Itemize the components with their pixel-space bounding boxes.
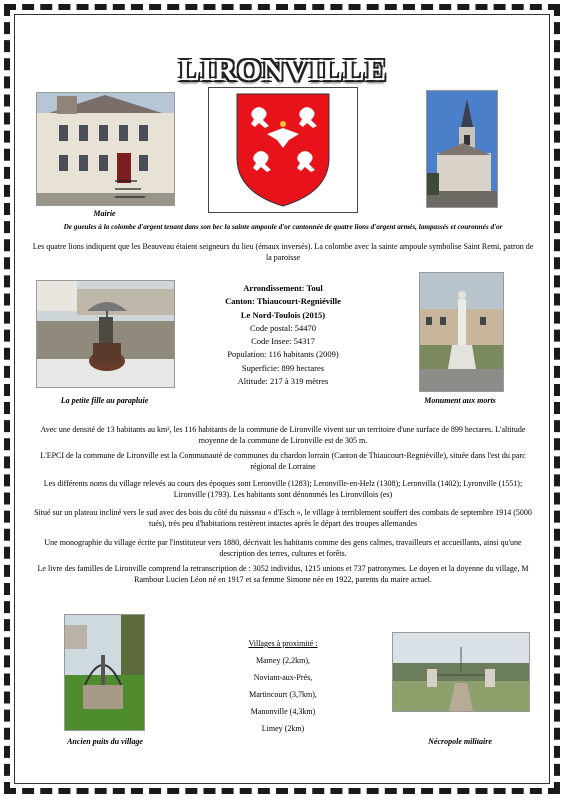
military-necropolis-photo xyxy=(392,632,530,712)
nearby-villages-heading: Villages à proximité : xyxy=(248,639,318,648)
paragraph-families: Le livre des familles de Lironville comprend la retranscription de : 3052 individus, 1215 unions et 737 patronymes. Le doyen et la doyenne du village, M Rambour Lucien Léon né en 1917 et sa femme Simone née en 1922, parents du maire actuel. xyxy=(37,564,529,584)
info-population: Population: 116 habitants (2009) xyxy=(227,349,339,360)
nearby-village-item: Manonville (4,3km) xyxy=(250,707,316,716)
commune-info xyxy=(185,282,381,388)
umbrella-girl-caption: La petite fille au parapluie xyxy=(60,396,149,405)
info-code-insee: Code Insee: 54317 xyxy=(251,336,315,347)
nearby-village-item: Mamey (2,2km), xyxy=(256,656,310,665)
nearby-village-item: Limey (2km) xyxy=(261,724,305,733)
shield-icon xyxy=(209,88,357,212)
paragraph-epci: L'EPCI de la commune de Lironville est la Communauté de communes du chardon lorrain (Canton de Thiaucourt-Regniéville), située dans l'est du parc régional de Lorraine xyxy=(40,451,526,471)
mairie-photo xyxy=(36,92,175,206)
info-canton: Canton: Thiaucourt-Regniéville xyxy=(225,296,341,307)
nearby-village-item: Noviant-aux-Prés, xyxy=(253,673,313,682)
war-memorial-photo xyxy=(419,272,504,392)
info-nord-toulois: Le Nord-Toulois (2015) xyxy=(240,309,326,320)
old-well-photo xyxy=(64,614,145,731)
blazon-note: Les quatre lions indiquent que les Beauveau étaient seigneurs du lieu (émaux inversés). La colombe avec la sainte ampoule symbolise Saint Remi, patron de la paroisse xyxy=(32,242,534,262)
mairie-caption: Mairie xyxy=(93,209,116,218)
church-photo xyxy=(426,90,498,208)
info-code-postal: Code postal: 54470 xyxy=(249,322,317,333)
info-altitude: Altitude: 217 à 319 mètres xyxy=(237,376,329,387)
page-title: LIRONVILLE xyxy=(178,52,388,87)
old-well-caption: Ancien puits du village xyxy=(67,737,143,746)
info-arrondissement: Arrondissement: Toul xyxy=(243,283,323,293)
paragraph-density: Avec une densité de 13 habitants au km², les 116 habitants de la commune de Lironville vivent sur un territoire d'une surface de 899 hectares. L'altitude moyenne de la commune de Lironville est de 305 m. xyxy=(40,425,526,445)
military-necropolis-caption: Nécropole militaire xyxy=(428,737,492,746)
nearby-village-item: Martincourt (3,7km), xyxy=(249,690,317,699)
war-memorial-caption: Monument aux morts xyxy=(424,396,496,405)
paragraph-monograph: Une monographie du village écrite par l'instituteur vers 1880, décrivait les habitants comme des gens calmes, travailleurs et accueillants, ainsi qu'une description des terres, cultures et forêts. xyxy=(44,538,522,558)
paragraph-names: Les différents noms du village relevés au cours des époques sont Leronville (1283); Leronville-en-Helz (1308); Leronvilla (1402); Lyronville (1551); Lironville (1793). Les habitants sont dénommés les Lironvillois (es) xyxy=(43,479,523,499)
blazon-text: De gueules à la colombe d'argent tenant dans son bec la sainte ampoule d'or cantonnée de quatre lions d'argent armés, lampassés et couronnés d'or xyxy=(63,223,503,231)
nearby-villages xyxy=(200,635,366,737)
coat-of-arms-frame xyxy=(208,87,358,213)
paragraph-history: Situé sur un plateau incliné vers le sud avec des bois du côté du ruisseau « d'Esch », le village à terriblement souffert des combats de septembre 1914 (5000 tués), très peu d'habitations restèrent intactes après le départ des troupes allemandes xyxy=(34,508,532,528)
umbrella-girl-photo xyxy=(36,280,175,388)
info-superficie: Superficie: 899 hectares xyxy=(241,362,325,373)
